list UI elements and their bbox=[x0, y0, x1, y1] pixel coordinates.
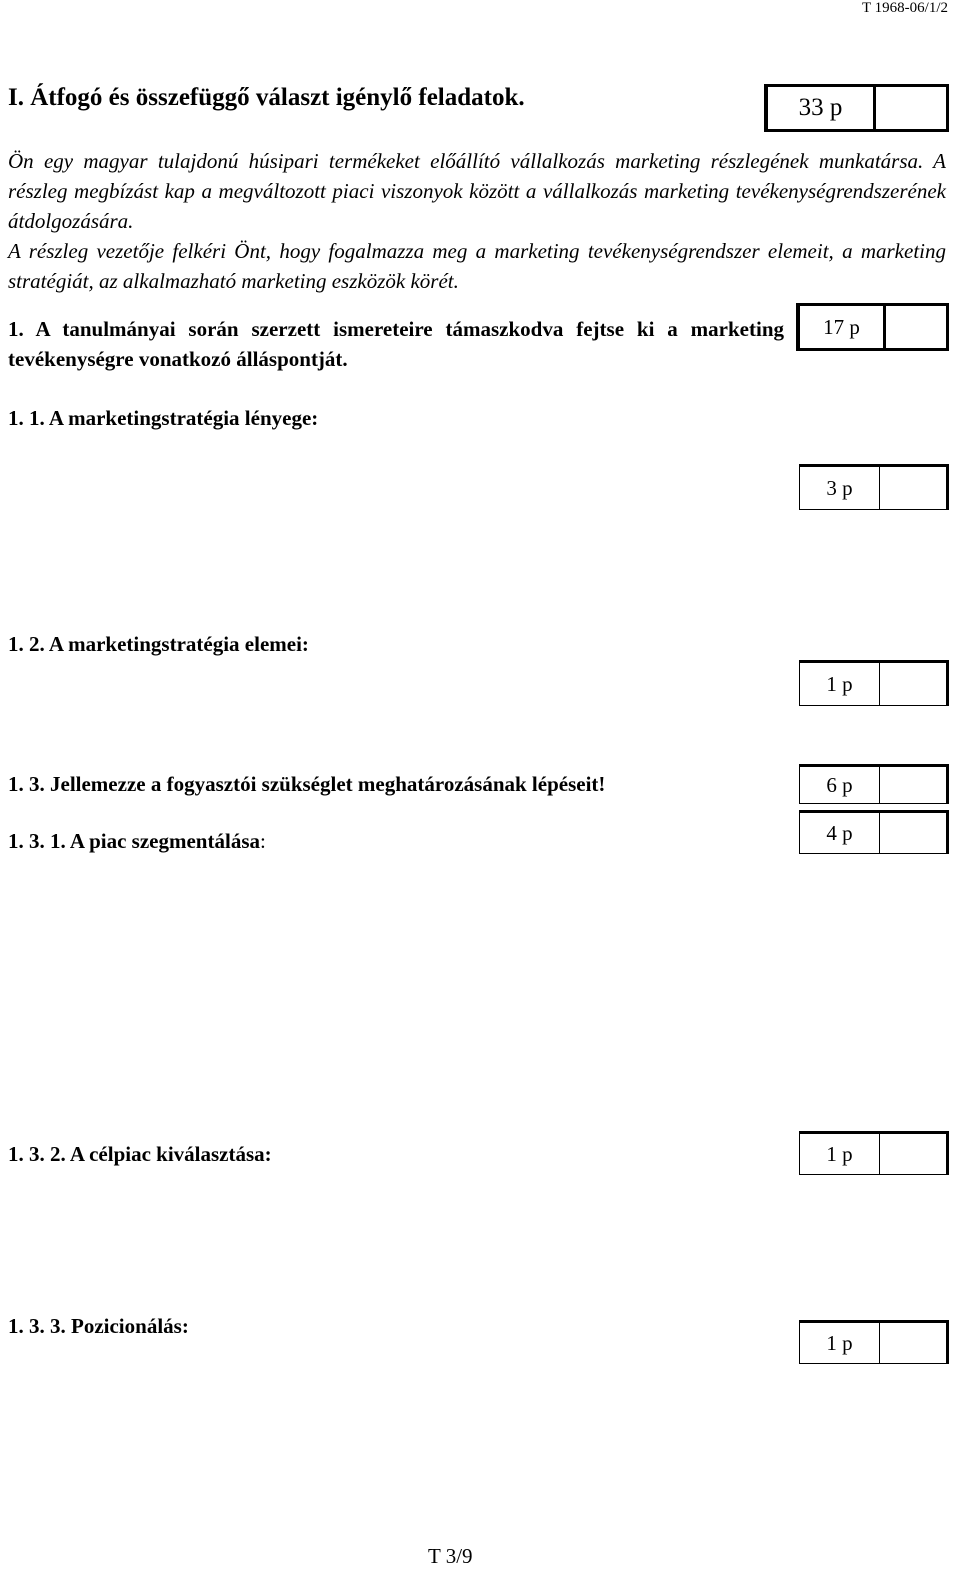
task1-points: 17 p bbox=[800, 306, 886, 348]
q1-3-3-points: 1 p bbox=[800, 1323, 880, 1363]
q1-1-score-box bbox=[799, 464, 949, 510]
q1-3-score-field[interactable] bbox=[880, 767, 946, 803]
q1-3-1-label bbox=[8, 829, 266, 854]
q1-3-1-label-colon: : bbox=[260, 829, 266, 853]
q1-3-score-box bbox=[799, 764, 949, 804]
q1-3-1-points: 4 p bbox=[800, 813, 880, 853]
q1-2-points: 1 p bbox=[800, 663, 880, 705]
task1-score-field[interactable] bbox=[886, 306, 946, 348]
q1-3-2-score-box bbox=[799, 1131, 949, 1175]
q1-3-1-score-box bbox=[799, 810, 949, 854]
task1-score-box bbox=[796, 303, 949, 351]
q1-1-points: 3 p bbox=[800, 467, 880, 509]
q1-1-score-field[interactable] bbox=[880, 467, 946, 509]
q1-2-score-field[interactable] bbox=[880, 663, 946, 705]
q1-3-2-score-field[interactable] bbox=[880, 1134, 946, 1174]
page-number: T 3/9 bbox=[428, 1544, 473, 1568]
q1-3-label: 1. 3. Jellemezze a fogyasztói szükséglet meghatározásának lépéseit! bbox=[8, 772, 606, 796]
section-score-field[interactable] bbox=[876, 87, 946, 129]
q1-3-3-score-field[interactable] bbox=[880, 1323, 946, 1363]
q1-2-label: 1. 2. A marketingstratégia elemei: bbox=[8, 632, 309, 656]
q1-3-points: 6 p bbox=[800, 767, 880, 803]
intro-paragraph-1: Ön egy magyar tulajdonú húsipari termékeket előállító vállalkozás marketing részlegének munkatársa. A részleg megbízást kap a megváltozott piaci viszonyok között a vállalkozás marketing tevékenységrendszerének átdolgozására. bbox=[8, 149, 946, 233]
q1-2-score-box bbox=[799, 660, 949, 706]
section-points: 33 p bbox=[768, 87, 876, 129]
q1-3-1-label-text: 1. 3. 1. A piac szegmentálása bbox=[8, 829, 260, 853]
section-score-box bbox=[764, 84, 949, 132]
intro-text bbox=[8, 146, 946, 296]
q1-3-2-label: 1. 3. 2. A célpiac kiválasztása: bbox=[8, 1142, 272, 1166]
q1-3-3-score-box bbox=[799, 1320, 949, 1364]
task1-text: 1. A tanulmányai során szerzett ismereteire támaszkodva fejtse ki a marketing tevékenységre vonatkozó álláspontját. bbox=[8, 317, 784, 371]
q1-3-1-score-field[interactable] bbox=[880, 813, 946, 853]
intro-paragraph-2: A részleg vezetője felkéri Önt, hogy fogalmazza meg a marketing tevékenységrendszer elemeit, a marketing stratégiát, az alkalmazható marketing eszközök körét. bbox=[8, 239, 946, 293]
q1-3-2-points: 1 p bbox=[800, 1134, 880, 1174]
q1-1-label: 1. 1. A marketingstratégia lényege: bbox=[8, 406, 319, 430]
section-title: I. Átfogó és összefüggő választ igénylő feladatok. bbox=[8, 84, 525, 111]
document-id: T 1968-06/1/2 bbox=[862, 0, 948, 16]
q1-3-3-label: 1. 3. 3. Pozicionálás: bbox=[8, 1314, 189, 1338]
